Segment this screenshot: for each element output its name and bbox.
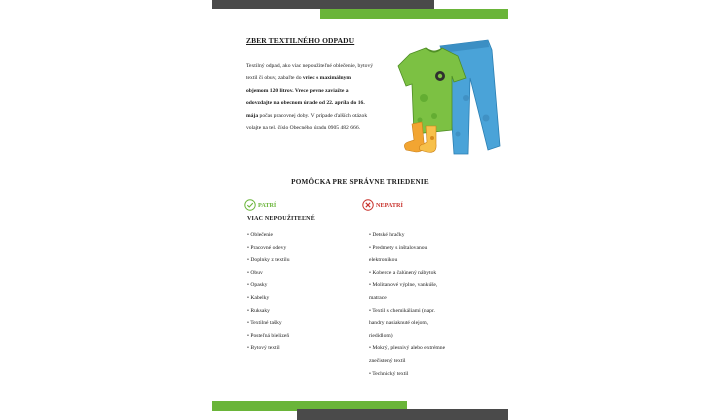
list-item: • Bytový textil — [247, 345, 280, 352]
list-item: • Posteľná bielizeň — [247, 332, 290, 339]
list-item: • Kabelky — [247, 294, 270, 301]
top-green-bar — [320, 9, 508, 19]
cross-circle-icon — [362, 199, 374, 211]
list-item: • Mokrý, plesnivý alebo extrémne — [369, 345, 446, 352]
list-item: • Molitanové výplne, vankúše, — [369, 282, 438, 289]
list-item: handry nasiaknuté olejom, — [369, 320, 429, 327]
guide-subtitle: POMÔCKA PRE SPRÁVNE TRIEDENIE — [291, 178, 429, 186]
check-circle-icon — [244, 199, 256, 211]
list-item: znečistený textil — [369, 357, 406, 364]
list-item: • Textilné tašky — [247, 320, 282, 327]
intro-paragraph: Textilný odpad, ako viac nepoužiteľné oblečenie, bytový textil či obuv, zabaľte do vriec s maximálnym objemom 120 litrov. Vrece pevne zaviažte a odovzdajte na obecnom úrade od 22. apríla do 16. mája počas pracovnej doby. V prípade ďalších otázok volajte na tel. číslo Obecného úradu 0905 482 666. — [246, 63, 374, 132]
list-item: • Opasky — [247, 282, 268, 289]
belongs-sublabel: VIAC NEPOUŽITEĽNÉ — [247, 216, 315, 222]
list-item: riedidlom) — [369, 332, 393, 339]
list-item: • Ruksaky — [247, 307, 270, 314]
list-item: • Predmety s inštalovanou — [369, 244, 428, 251]
list-item: • Technický textil — [369, 370, 409, 377]
belongs-list — [247, 229, 357, 355]
list-item: • Pracovné odevy — [247, 244, 287, 251]
tshirt-jeans-socks-icon — [396, 38, 504, 156]
top-dark-bar — [212, 0, 434, 9]
not-belongs-label: NEPATRÍ — [376, 201, 403, 209]
bottom-dark-bar — [297, 409, 508, 420]
not-belongs-header — [362, 199, 403, 211]
list-item: • Doplnky z textilu — [247, 257, 290, 264]
list-item: • Textil s chemikáliami (napr. — [369, 307, 435, 314]
belongs-label: PATRÍ — [258, 201, 277, 209]
list-item: • Koberce a čalúnený nábytok — [369, 269, 437, 276]
socks-icon — [404, 122, 436, 152]
list-item: • Obuv — [247, 269, 263, 276]
page-title: ZBER TEXTILNÉHO ODPADU — [246, 36, 355, 45]
list-item: matrace — [369, 294, 387, 301]
list-item: elektronikou — [369, 257, 398, 264]
list-item: • Oblečenie — [247, 232, 274, 238]
not-belongs-list — [369, 229, 499, 380]
list-item: • Detské hračky — [369, 232, 405, 238]
belongs-header — [244, 199, 276, 211]
